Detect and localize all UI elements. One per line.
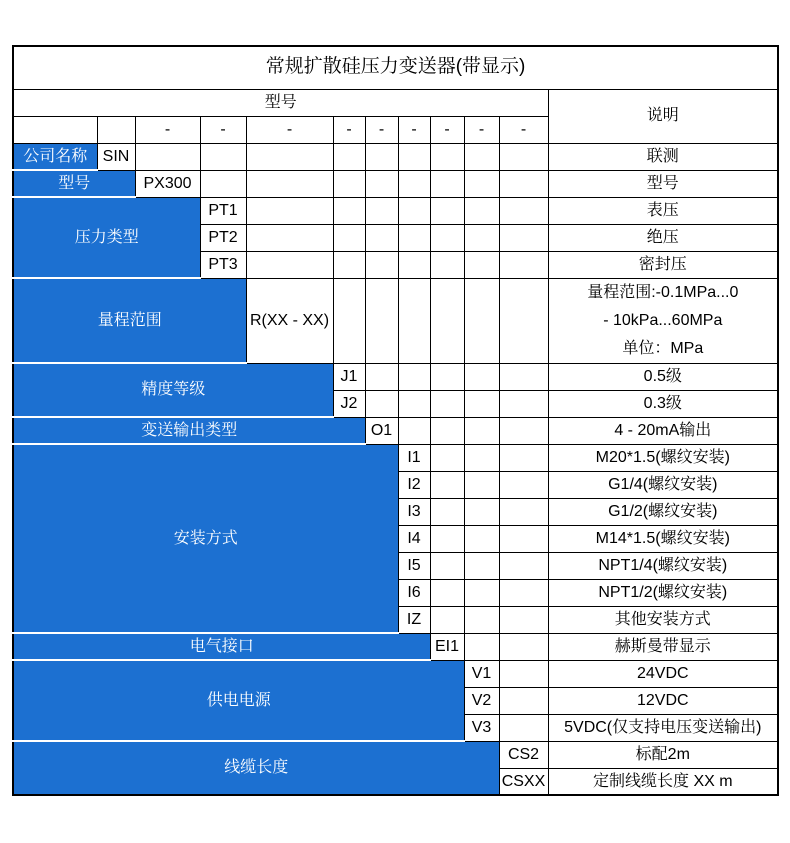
code-i4: I4	[398, 525, 430, 552]
table-title: 常规扩散硅压力变送器(带显示)	[13, 46, 778, 89]
group-label-accuracy: 精度等级	[13, 363, 333, 417]
dash-cell-empty	[97, 116, 135, 143]
empty-cell	[430, 417, 464, 444]
desc-v3: 5VDC(仅支持电压变送输出)	[548, 714, 778, 741]
desc-i5: NPT1/4(螺纹安装)	[548, 552, 778, 579]
empty-cell	[430, 390, 464, 417]
empty-cell	[430, 278, 464, 363]
product-ordering-table	[12, 45, 779, 796]
empty-cell	[499, 251, 548, 278]
empty-cell	[499, 170, 548, 197]
empty-cell	[430, 363, 464, 390]
empty-cell	[499, 143, 548, 170]
empty-cell	[365, 278, 398, 363]
desc-range-line2: - 10kPa...60MPa	[603, 311, 723, 329]
empty-cell	[246, 197, 333, 224]
empty-cell	[365, 390, 398, 417]
empty-cell	[499, 525, 548, 552]
empty-cell	[430, 498, 464, 525]
desc-j1: 0.5级	[548, 363, 778, 390]
model-separator-dash: -	[135, 116, 200, 143]
empty-cell	[464, 525, 499, 552]
code-cs2: CS2	[499, 741, 548, 768]
dash-cell-empty	[13, 116, 97, 143]
code-pt2: PT2	[200, 224, 246, 251]
desc-pt2: 绝压	[548, 224, 778, 251]
empty-cell	[464, 417, 499, 444]
model-separator-dash: -	[464, 116, 499, 143]
empty-cell	[499, 278, 548, 363]
desc-i3: G1/2(螺纹安装)	[548, 498, 778, 525]
code-j1: J1	[333, 363, 365, 390]
group-label-power-supply: 供电电源	[13, 660, 464, 741]
empty-cell	[398, 197, 430, 224]
empty-cell	[200, 170, 246, 197]
group-label-electrical-interface: 电气接口	[13, 633, 430, 660]
desc-v1: 24VDC	[548, 660, 778, 687]
empty-cell	[464, 224, 499, 251]
empty-cell	[333, 251, 365, 278]
code-i2: I2	[398, 471, 430, 498]
code-pt3: PT3	[200, 251, 246, 278]
empty-cell	[499, 498, 548, 525]
desc-csxx: 定制线缆长度 XX m	[548, 768, 778, 795]
empty-cell	[430, 197, 464, 224]
empty-cell	[430, 525, 464, 552]
empty-cell	[365, 197, 398, 224]
empty-cell	[499, 660, 548, 687]
empty-cell	[333, 197, 365, 224]
desc-iz: 其他安装方式	[548, 606, 778, 633]
group-label-cable-length: 线缆长度	[13, 741, 499, 795]
empty-cell	[333, 170, 365, 197]
desc-company-name: 联测	[548, 143, 778, 170]
model-separator-dash: -	[398, 116, 430, 143]
empty-cell	[430, 224, 464, 251]
empty-cell	[398, 143, 430, 170]
empty-cell	[430, 251, 464, 278]
empty-cell	[464, 552, 499, 579]
desc-pt1: 表压	[548, 197, 778, 224]
empty-cell	[464, 579, 499, 606]
desc-cs2: 标配2m	[548, 741, 778, 768]
empty-cell	[464, 278, 499, 363]
empty-cell	[430, 579, 464, 606]
empty-cell	[499, 471, 548, 498]
empty-cell	[430, 170, 464, 197]
empty-cell	[398, 170, 430, 197]
empty-cell	[499, 687, 548, 714]
empty-cell	[464, 143, 499, 170]
empty-cell	[430, 143, 464, 170]
empty-cell	[499, 197, 548, 224]
desc-range-line1: 量程范围:-0.1MPa...0	[587, 283, 739, 301]
description-header: 说明	[548, 89, 778, 143]
empty-cell	[398, 390, 430, 417]
empty-cell	[365, 251, 398, 278]
model-separator-dash: -	[333, 116, 365, 143]
empty-cell	[499, 224, 548, 251]
model-separator-dash: -	[246, 116, 333, 143]
empty-cell	[365, 170, 398, 197]
empty-cell	[333, 224, 365, 251]
group-label-model: 型号	[13, 170, 135, 197]
empty-cell	[499, 417, 548, 444]
desc-i2: G1/4(螺纹安装)	[548, 471, 778, 498]
empty-cell	[430, 606, 464, 633]
desc-pt3: 密封压	[548, 251, 778, 278]
empty-cell	[464, 251, 499, 278]
empty-cell	[464, 390, 499, 417]
code-v3: V3	[464, 714, 499, 741]
group-label-output-type: 变送输出类型	[13, 417, 365, 444]
empty-cell	[246, 224, 333, 251]
code-o1: O1	[365, 417, 398, 444]
group-label-pressure-type: 压力类型	[13, 197, 200, 278]
desc-ei1: 赫斯曼带显示	[548, 633, 778, 660]
desc-range-line3: 单位：MPa	[622, 339, 704, 357]
empty-cell	[430, 552, 464, 579]
empty-cell	[430, 444, 464, 471]
empty-cell	[464, 444, 499, 471]
code-j2: J2	[333, 390, 365, 417]
desc-o1: 4 - 20mA输出	[548, 417, 778, 444]
empty-cell	[464, 170, 499, 197]
empty-cell	[430, 471, 464, 498]
desc-i4: M14*1.5(螺纹安装)	[548, 525, 778, 552]
empty-cell	[464, 606, 499, 633]
group-label-mounting: 安装方式	[13, 444, 398, 633]
empty-cell	[499, 606, 548, 633]
code-sin: SIN	[97, 143, 135, 170]
desc-i6: NPT1/2(螺纹安装)	[548, 579, 778, 606]
empty-cell	[398, 363, 430, 390]
group-label-company-name: 公司名称	[13, 143, 97, 170]
empty-cell	[246, 251, 333, 278]
desc-i1: M20*1.5(螺纹安装)	[548, 444, 778, 471]
code-pt1: PT1	[200, 197, 246, 224]
empty-cell	[464, 633, 499, 660]
desc-v2: 12VDC	[548, 687, 778, 714]
desc-range	[548, 278, 778, 363]
desc-j2: 0.3级	[548, 390, 778, 417]
empty-cell	[365, 363, 398, 390]
empty-cell	[499, 633, 548, 660]
model-separator-dash: -	[200, 116, 246, 143]
empty-cell	[499, 552, 548, 579]
code-i6: I6	[398, 579, 430, 606]
empty-cell	[464, 363, 499, 390]
code-i5: I5	[398, 552, 430, 579]
model-separator-dash: -	[365, 116, 398, 143]
empty-cell	[246, 170, 333, 197]
empty-cell	[246, 143, 333, 170]
empty-cell	[398, 224, 430, 251]
code-px300: PX300	[135, 170, 200, 197]
code-i3: I3	[398, 498, 430, 525]
code-range: R(XX - XX)	[246, 278, 333, 363]
empty-cell	[499, 444, 548, 471]
group-label-range: 量程范围	[13, 278, 246, 363]
empty-cell	[464, 498, 499, 525]
empty-cell	[135, 143, 200, 170]
empty-cell	[464, 197, 499, 224]
code-iz: IZ	[398, 606, 430, 633]
empty-cell	[398, 278, 430, 363]
code-v2: V2	[464, 687, 499, 714]
empty-cell	[200, 143, 246, 170]
empty-cell	[464, 471, 499, 498]
empty-cell	[333, 278, 365, 363]
model-separator-dash: -	[430, 116, 464, 143]
code-i1: I1	[398, 444, 430, 471]
empty-cell	[398, 251, 430, 278]
empty-cell	[398, 417, 430, 444]
code-ei1: EI1	[430, 633, 464, 660]
model-separator-dash: -	[499, 116, 548, 143]
empty-cell	[365, 224, 398, 251]
empty-cell	[365, 143, 398, 170]
empty-cell	[499, 390, 548, 417]
empty-cell	[499, 714, 548, 741]
desc-model: 型号	[548, 170, 778, 197]
code-csxx: CSXX	[499, 768, 548, 795]
code-v1: V1	[464, 660, 499, 687]
empty-cell	[499, 363, 548, 390]
model-number-header: 型号	[13, 89, 548, 116]
empty-cell	[333, 143, 365, 170]
empty-cell	[499, 579, 548, 606]
